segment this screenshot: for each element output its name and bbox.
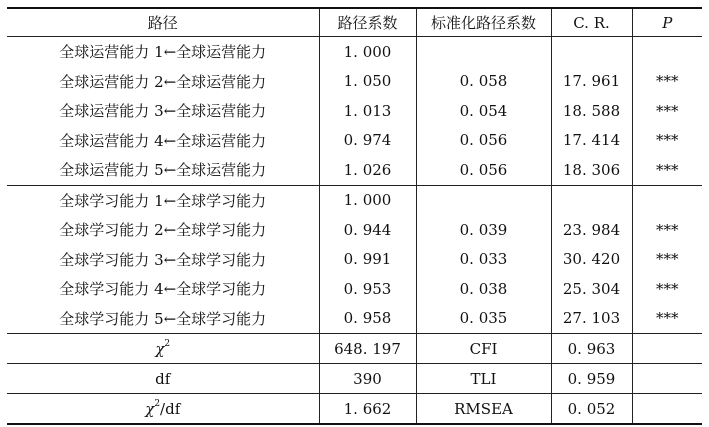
path-coefficient-cell: 1. 000: [319, 185, 416, 215]
standardized-coefficient-cell: 0. 058: [416, 67, 551, 97]
table-row: [7, 96, 702, 126]
path-cell: 全球运营能力 2←全球运营能力: [7, 67, 319, 97]
cr-cell: 25. 304: [551, 274, 632, 304]
path-cell: 全球学习能力 5←全球学习能力: [7, 304, 319, 334]
standardized-coefficient-cell: 0. 039: [416, 215, 551, 245]
header-path-coefficient: 路径系数: [319, 8, 416, 37]
p-cell: ***: [632, 155, 702, 185]
fit-label-superscript: 2: [154, 399, 161, 409]
path-cell: 全球学习能力 3←全球学习能力: [7, 245, 319, 275]
cr-cell: 27. 103: [551, 304, 632, 334]
fit-value-cell: 648. 197: [319, 334, 416, 364]
cr-cell: 17. 961: [551, 67, 632, 97]
fit-value-cell: 390: [319, 364, 416, 394]
table-row: [7, 37, 702, 67]
fit-index-cell: TLI: [416, 364, 551, 394]
path-cell: 全球运营能力 4←全球运营能力: [7, 126, 319, 156]
p-cell: ***: [656, 72, 679, 91]
fit-row: [7, 364, 702, 394]
path-coefficient-cell: 0. 974: [319, 126, 416, 156]
p-cell: ***: [656, 101, 679, 120]
standardized-coefficient-cell: 0. 056: [416, 155, 551, 185]
fit-empty-cell: [632, 364, 702, 394]
standardized-coefficient-cell: [416, 185, 551, 215]
fit-label-cell: [7, 364, 319, 394]
path-coefficient-cell: 1. 026: [319, 155, 416, 185]
path-cell: 全球运营能力 3←全球运营能力: [7, 96, 319, 126]
fit-label-suffix: /df: [160, 400, 181, 418]
fit-label: χ: [155, 340, 165, 358]
table-row: [7, 245, 702, 275]
fit-empty-cell: [632, 334, 702, 364]
p-cell: ***: [656, 250, 679, 269]
standardized-coefficient-cell: 0. 038: [416, 274, 551, 304]
standardized-coefficient-cell: 0. 054: [416, 96, 551, 126]
p-cell: [632, 37, 702, 67]
fit-index-cell: CFI: [416, 334, 551, 364]
path-cell: 全球学习能力 2←全球学习能力: [7, 215, 319, 245]
cr-cell: [551, 37, 632, 67]
table-row: [7, 274, 702, 304]
standardized-coefficient-cell: 0. 056: [416, 126, 551, 156]
cr-cell: 18. 306: [551, 155, 632, 185]
fit-value-cell: 1. 662: [319, 394, 416, 425]
path-coefficient-cell: 1. 050: [319, 67, 416, 97]
p-cell: ***: [656, 220, 679, 239]
table-row: [7, 304, 702, 334]
fit-label-cell: [7, 394, 319, 425]
path-cell: 全球学习能力 1←全球学习能力: [7, 185, 319, 215]
table-row: [7, 126, 702, 156]
fit-label-superscript: 2: [164, 339, 171, 349]
header-cr: C. R.: [551, 8, 632, 37]
p-cell: ***: [656, 131, 679, 150]
path-coefficient-cell: 0. 944: [319, 215, 416, 245]
path-coefficient-cell: 1. 000: [319, 37, 416, 67]
cr-cell: 30. 420: [551, 245, 632, 275]
fit-label-cell: [7, 334, 319, 364]
standardized-coefficient-cell: 0. 033: [416, 245, 551, 275]
path-coefficient-cell: 0. 991: [319, 245, 416, 275]
header-standardized-coefficient: 标准化路径系数: [416, 8, 551, 37]
header-path: 路径: [7, 8, 319, 37]
cr-cell: 18. 588: [551, 96, 632, 126]
path-cell: 全球学习能力 4←全球学习能力: [7, 274, 319, 304]
cr-cell: 17. 414: [551, 126, 632, 156]
header-row: [7, 8, 702, 37]
fit-index-value-cell: 0. 959: [551, 364, 632, 394]
fit-row: [7, 334, 702, 364]
p-cell: [632, 185, 702, 215]
fit-index-value-cell: 0. 963: [551, 334, 632, 364]
path-cell: 全球运营能力 5←全球运营能力: [7, 155, 319, 185]
header-p: P: [632, 8, 702, 37]
fit-row: [7, 394, 702, 425]
table-row: [7, 185, 702, 215]
table-row: [7, 215, 702, 245]
p-cell: ***: [656, 279, 679, 298]
cr-cell: [551, 185, 632, 215]
fit-empty-cell: [632, 394, 702, 425]
fit-index-value-cell: 0. 052: [551, 394, 632, 425]
path-coefficient-cell: 1. 013: [319, 96, 416, 126]
cr-cell: 23. 984: [551, 215, 632, 245]
standardized-coefficient-cell: [416, 37, 551, 67]
path-cell: 全球运营能力 1←全球运营能力: [7, 37, 319, 67]
fit-index-cell: RMSEA: [416, 394, 551, 425]
standardized-coefficient-cell: 0. 035: [416, 304, 551, 334]
table-row: [7, 155, 702, 185]
fit-label: df: [155, 369, 171, 388]
table-row: [7, 67, 702, 97]
path-coefficient-cell: 0. 958: [319, 304, 416, 334]
p-cell: ***: [632, 304, 702, 334]
path-coefficient-table: [7, 7, 702, 425]
fit-label: χ: [145, 400, 155, 418]
path-coefficient-cell: 0. 953: [319, 274, 416, 304]
